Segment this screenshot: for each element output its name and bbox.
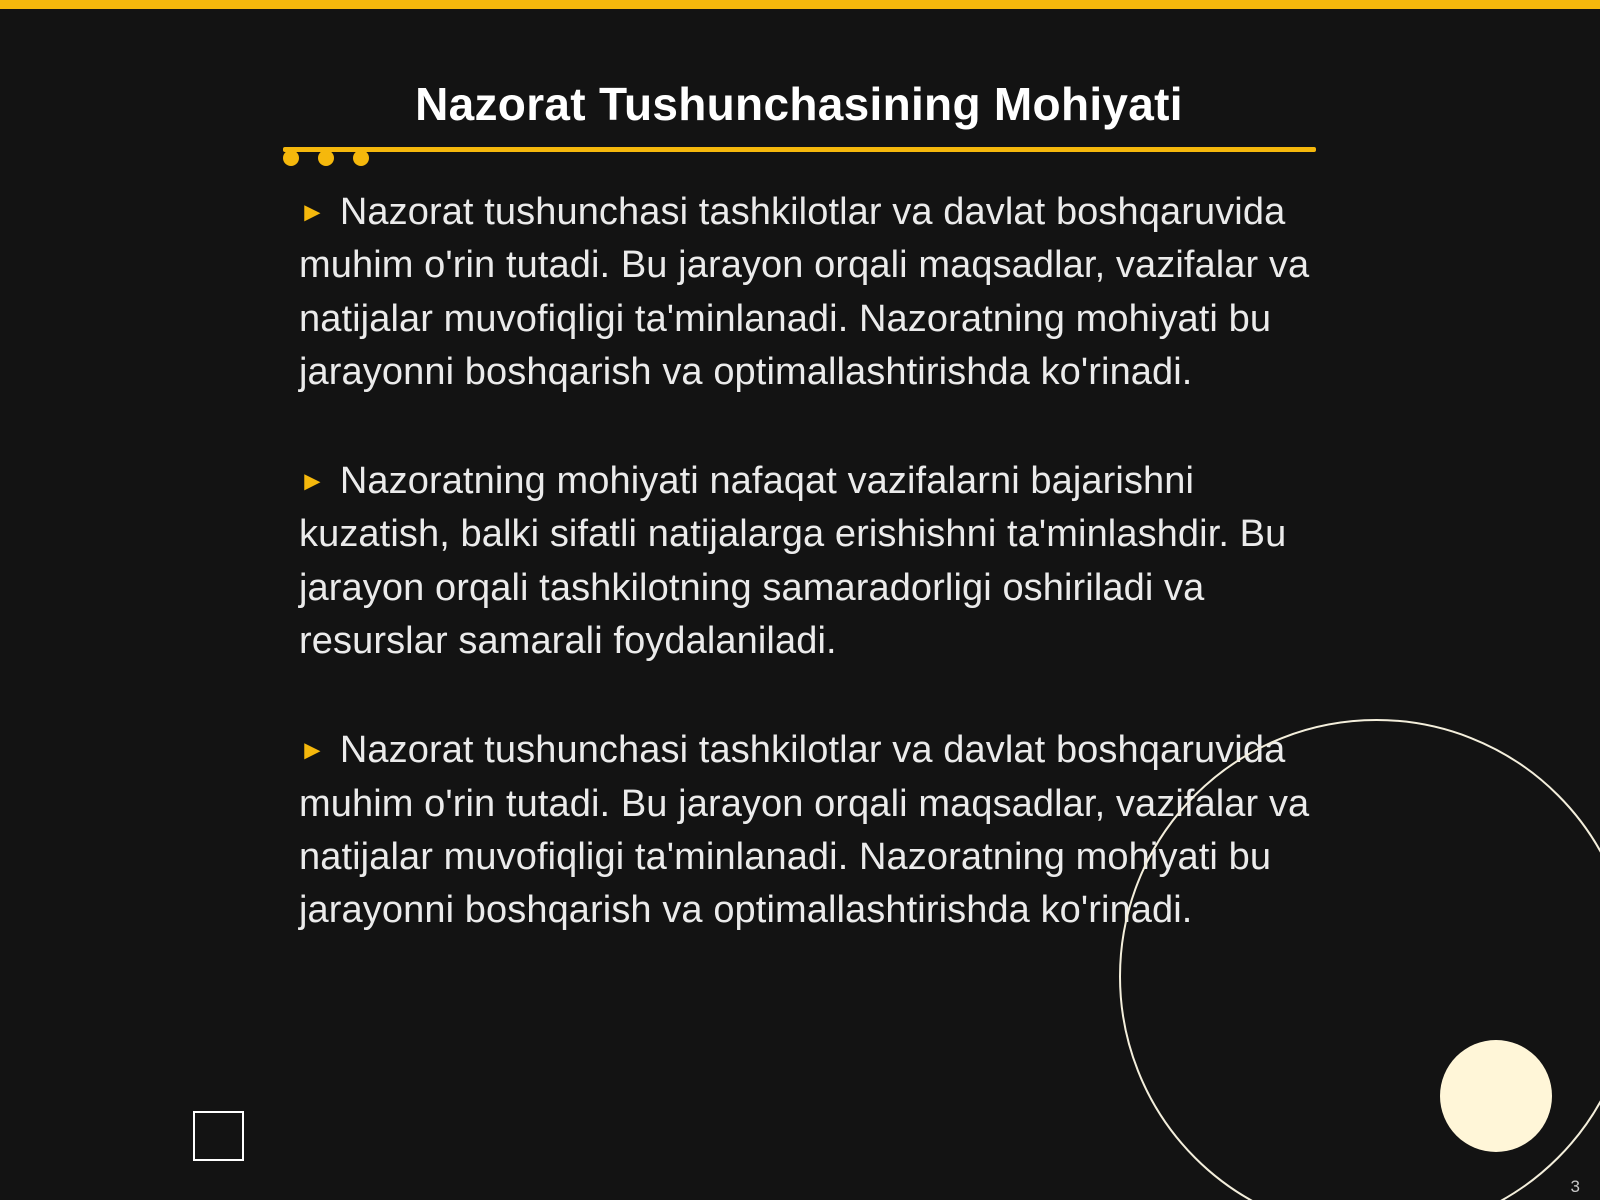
- accent-dot: [353, 150, 369, 166]
- title-underline: [283, 147, 1316, 152]
- top-accent-bar: [0, 0, 1600, 9]
- bullet-paragraph: [299, 186, 1319, 399]
- accent-dot: [283, 150, 299, 166]
- page-number: 3: [1570, 1177, 1580, 1196]
- bullet-paragraph: [299, 455, 1319, 668]
- slide-title: Nazorat Tushunchasining Mohiyati: [415, 78, 1183, 130]
- accent-dot: [318, 150, 334, 166]
- paragraph-text: Nazorat tushunchasi tashkilotlar va davlat boshqaruvida muhim o'rin tutadi. Bu jarayon orqali maqsadlar, vazifalar va natijalar muvofiqligi ta'minlanadi. Nazoratning mohiyati bu jarayonni boshqarish va optimallashtirishda ko'rinadi.: [299, 191, 1310, 393]
- triangle-bullet-icon: ►: [299, 466, 326, 497]
- triangle-bullet-icon: ►: [299, 197, 326, 227]
- decorative-square-outline: [193, 1111, 244, 1161]
- paragraph-text: Nazoratning mohiyati nafaqat vazifalarni bajarishni kuzatish, balki sifatli natijalarga erishishni ta'minlashdir. Bu jarayon orqali tashkilotning samaradorligi oshiriladi va resurslar samarali foydalaniladi.: [299, 460, 1287, 663]
- decorative-filled-circle: [1440, 1040, 1552, 1152]
- paragraph-text: Nazorat tushunchasi tashkilotlar va davlat boshqaruvida muhim o'rin tutadi. Bu jarayon orqali maqsadlar, vazifalar va natijalar muvofiqligi ta'minlanadi. Nazoratning mohiyati bu jarayonni boshqarish va optimallashtirishda ko'rinadi.: [299, 729, 1310, 932]
- triangle-bullet-icon: ►: [299, 735, 326, 766]
